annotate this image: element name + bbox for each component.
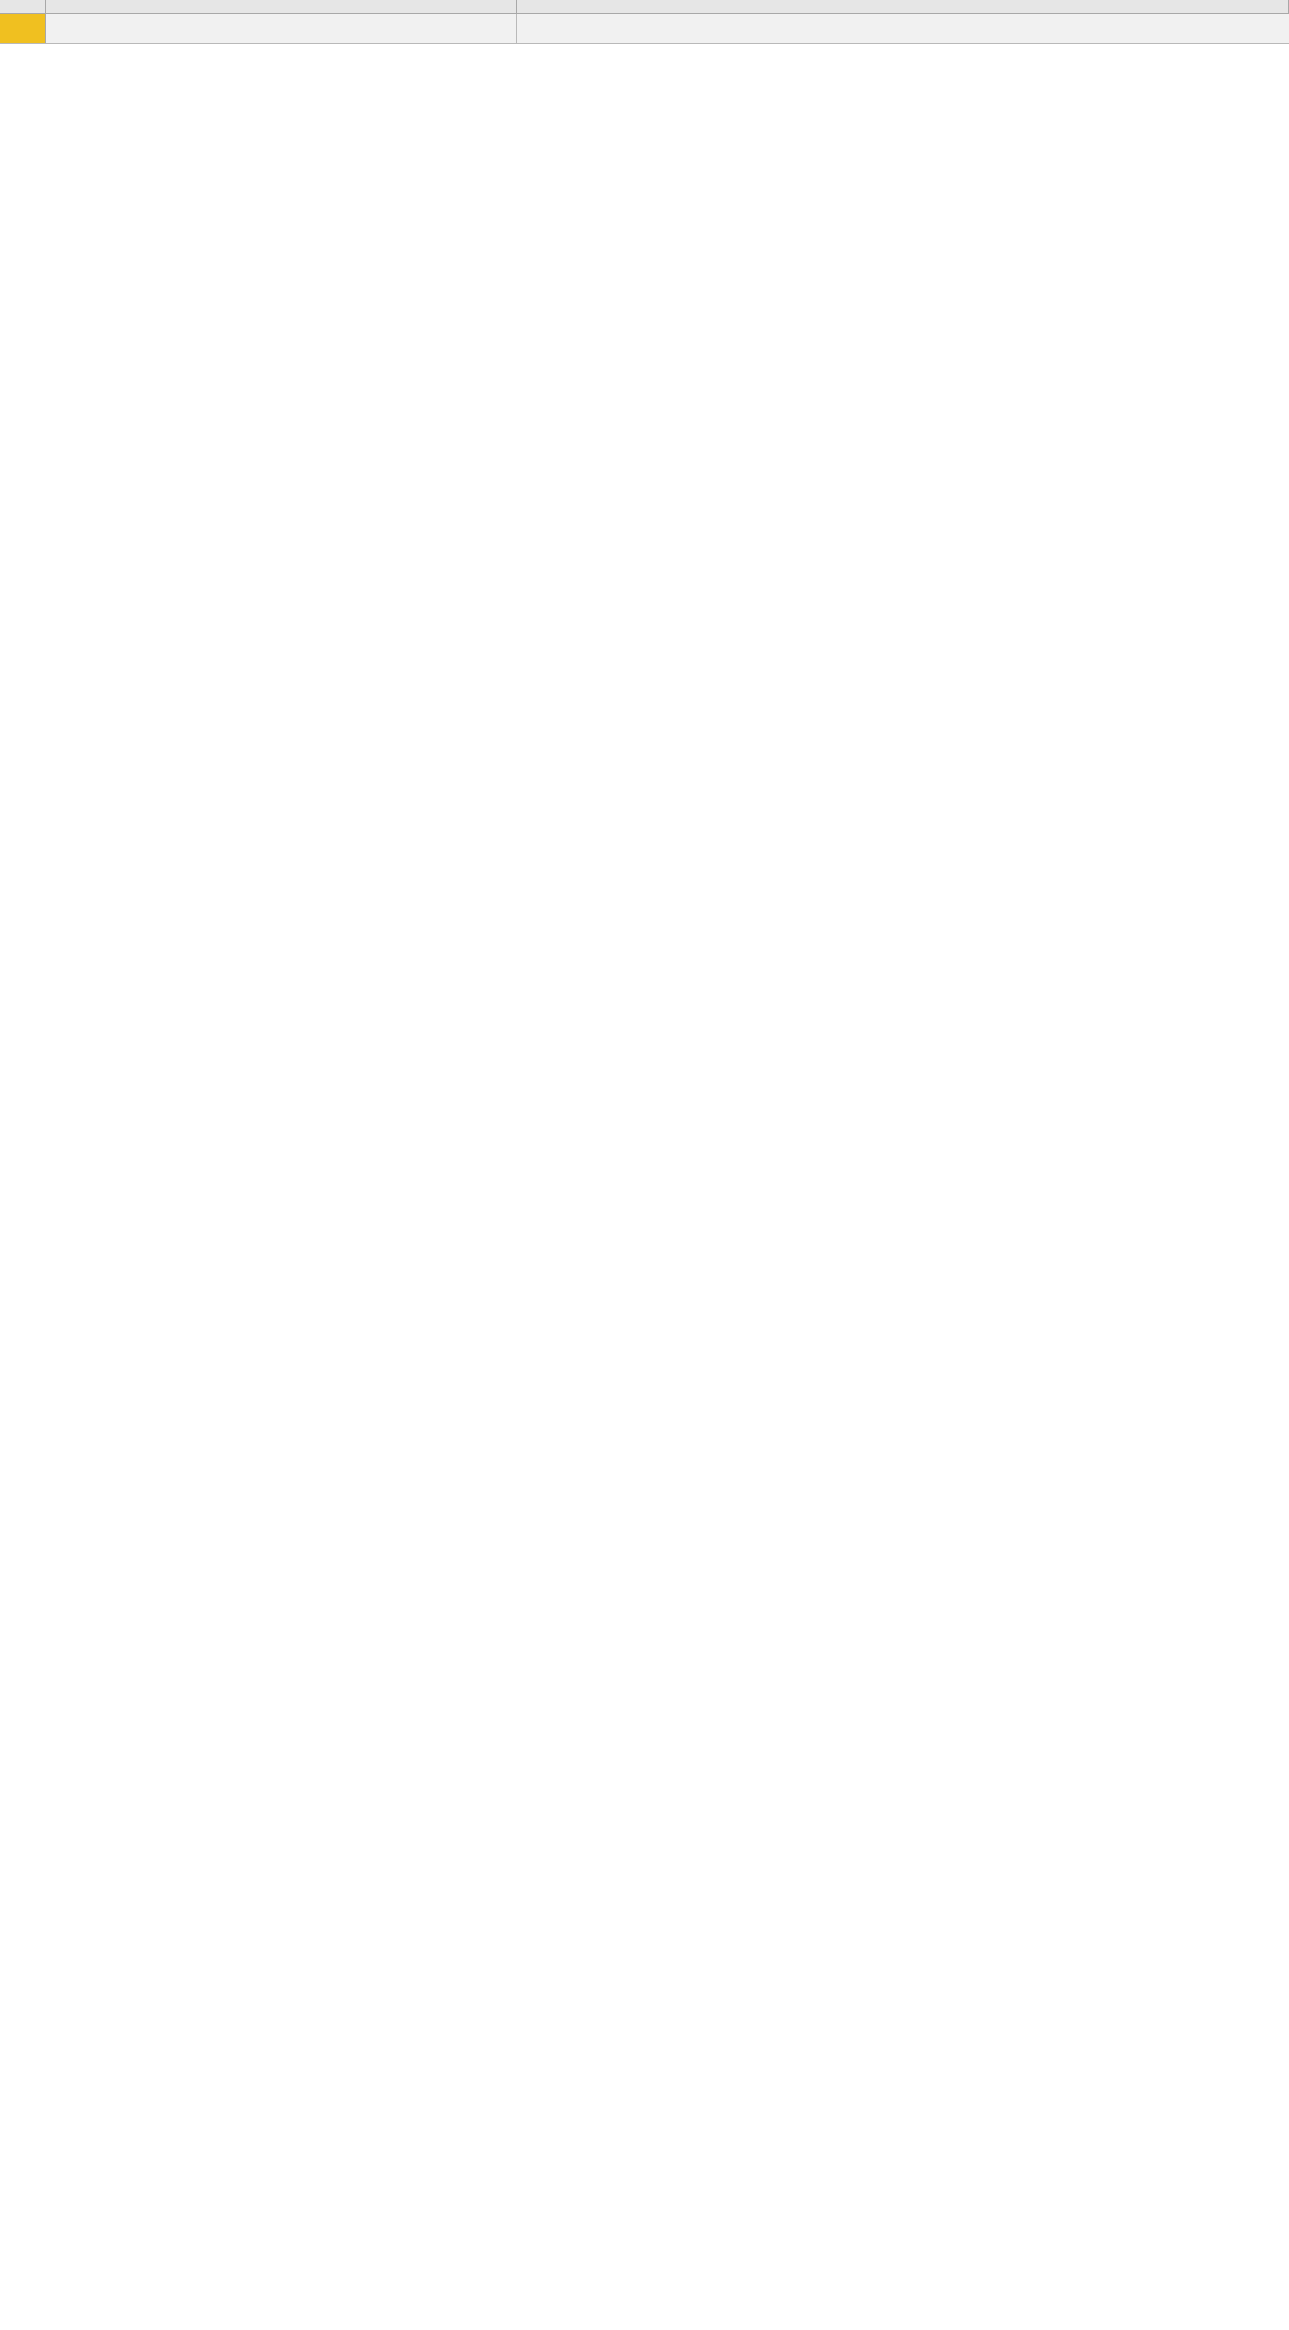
column-header-b[interactable] — [517, 0, 1289, 14]
corner-cell[interactable] — [0, 0, 46, 14]
column-header-a[interactable] — [46, 0, 517, 14]
header-row — [0, 14, 1289, 44]
row-number[interactable] — [0, 14, 46, 43]
header-cell-title[interactable] — [46, 14, 517, 43]
header-cell-summary[interactable] — [517, 14, 1289, 43]
